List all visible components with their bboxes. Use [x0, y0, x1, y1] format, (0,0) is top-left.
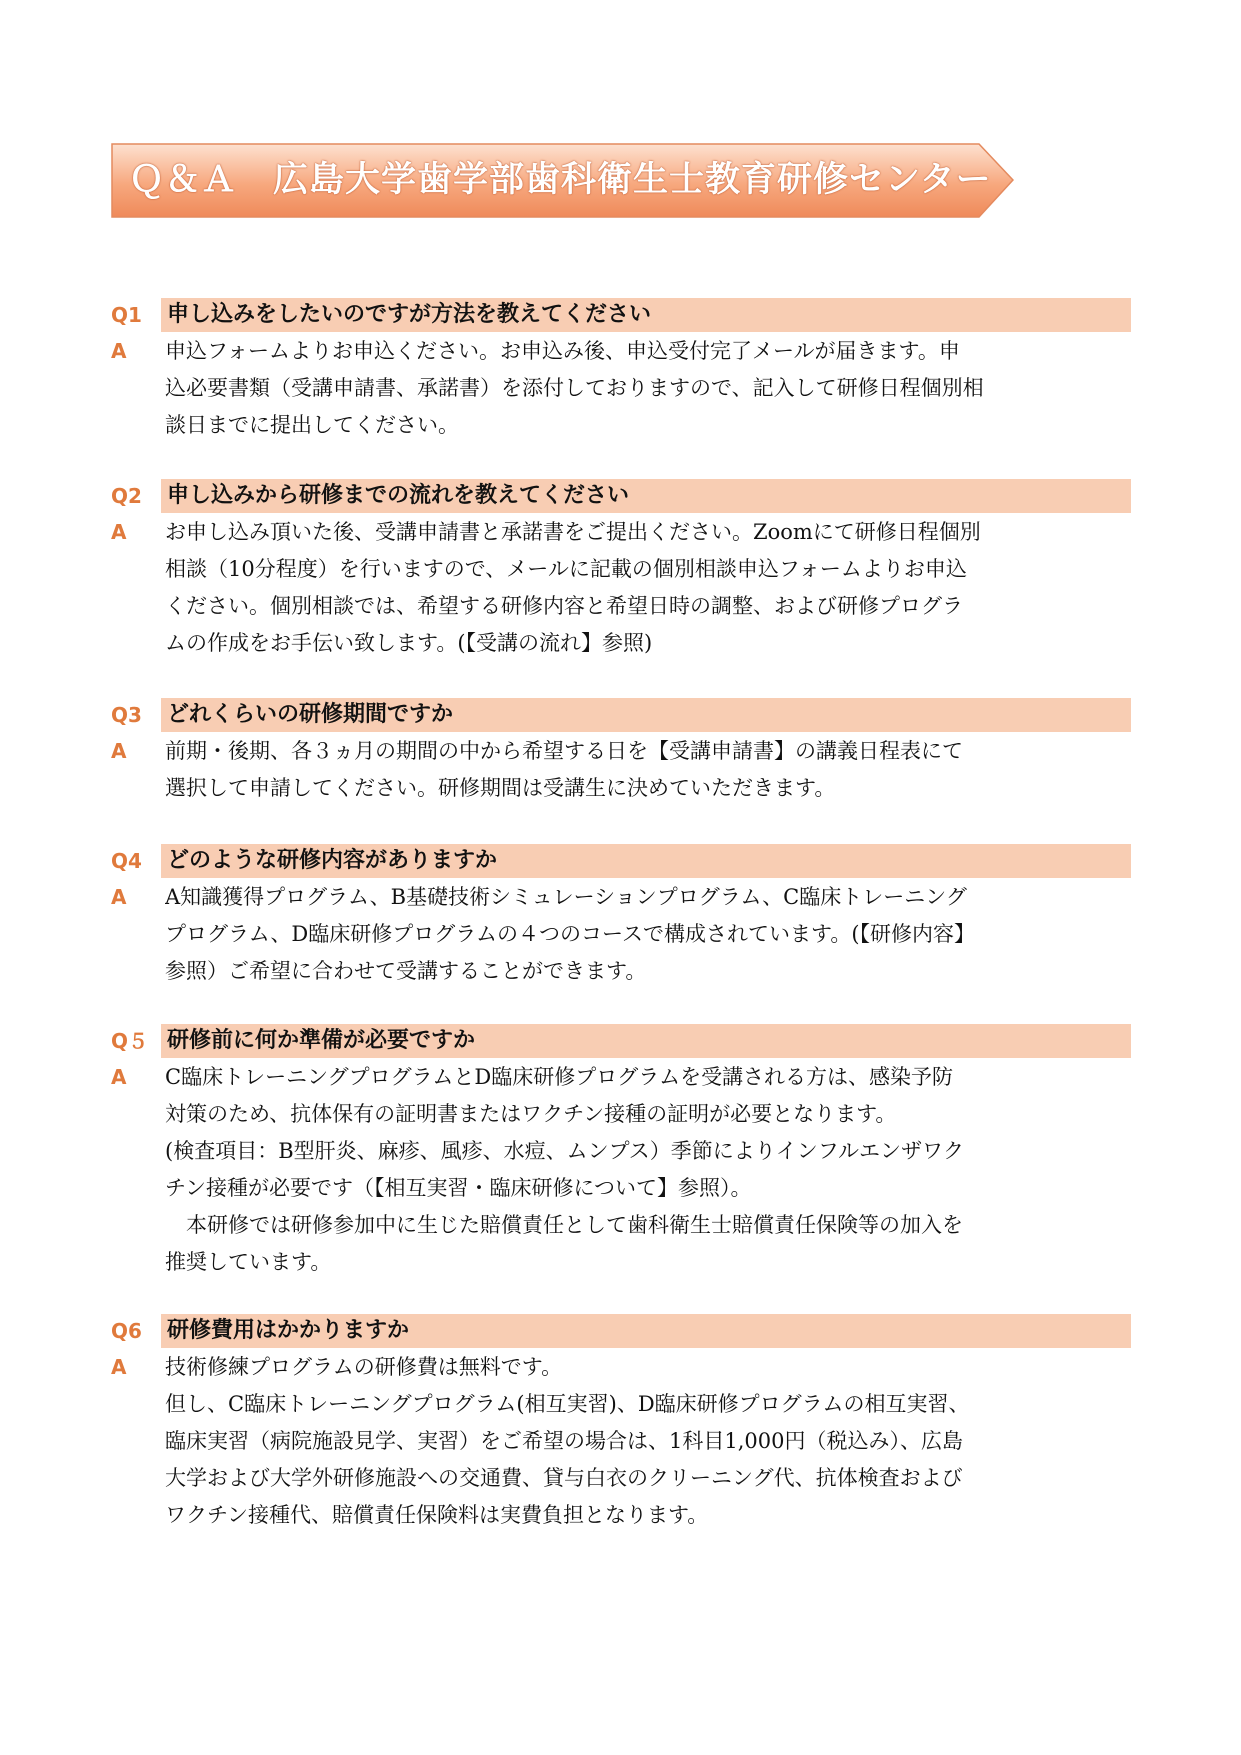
answer-label: A: [111, 885, 127, 909]
answer-line: A知識獲得プログラム、B基礎技術シミュレーションプログラム、C臨床トレーニング: [165, 885, 967, 909]
answer-line: 申込フォームよりお申込ください。お申込み後、申込受付完了メールが届きます。申: [165, 339, 960, 363]
question-label: Q1: [111, 303, 142, 327]
answer-line: 但し、C臨床トレーニングプログラム(相互実習)、D臨床研修プログラムの相互実習、: [165, 1392, 970, 1416]
question-label: Q2: [111, 484, 142, 508]
qa-item-6: [111, 1314, 1131, 1534]
qa-item-1: [111, 298, 1131, 444]
answer-label: A: [111, 339, 127, 363]
answer-line: チン接種が必要です（【相互実習・臨床研修について】参照）。: [165, 1176, 752, 1200]
answer-line: 選択して申請してください。研修期間は受講生に決めていただきます。: [165, 776, 836, 800]
answer-label: A: [111, 1355, 127, 1379]
qa-item-4: [111, 844, 1131, 990]
answer-text: [165, 879, 1131, 990]
answer-line: 大学および大学外研修施設への交通費、貸与白衣のクリーニング代、抗体検査および: [165, 1466, 963, 1490]
qa-item-2: [111, 479, 1131, 662]
answer-row: [111, 514, 1131, 662]
question-row: [111, 698, 1131, 732]
question-label: Q6: [111, 1319, 142, 1343]
question-text: 申し込みをしたいのですが方法を教えてください: [161, 298, 1131, 332]
answer-line: お申し込み頂いた後、受講申請書と承諾書をご提出ください。Zoomにて研修日程個別: [165, 520, 981, 544]
answer-text: [165, 1059, 1131, 1281]
page-title: Ｑ＆Ａ 広島大学歯学部歯科衛生士教育研修センター: [129, 160, 992, 200]
question-text: 研修前に何か準備が必要ですか: [161, 1024, 1131, 1058]
qa-item-3: [111, 698, 1131, 807]
answer-line: ワクチン接種代、賠償責任保険料は実費負担となります。: [165, 1503, 709, 1527]
answer-label: A: [111, 520, 127, 544]
header-banner: [111, 143, 1014, 218]
question-label: Q3: [111, 703, 142, 727]
answer-label: A: [111, 1065, 127, 1089]
answer-text: [165, 333, 1131, 444]
answer-row: [111, 333, 1131, 444]
answer-line: 対策のため、抗体保有の証明書またはワクチン接種の証明が必要となります。: [165, 1102, 897, 1126]
question-row: [111, 298, 1131, 332]
answer-text: [165, 733, 1131, 807]
question-text: どれくらいの研修期間ですか: [161, 698, 1131, 732]
question-text: どのような研修内容がありますか: [161, 844, 1131, 878]
answer-row: [111, 733, 1131, 807]
question-row: [111, 844, 1131, 878]
answer-label: A: [111, 739, 127, 763]
answer-text: [165, 514, 1131, 662]
answer-line: プログラム、D臨床研修プログラムの４つのコースで構成されています。(【研修内容】: [165, 922, 976, 946]
answer-line: ムの作成をお手伝い致します。(【受講の流れ】参照): [165, 631, 653, 655]
answer-line: 臨床実習（病院施設見学、実習）をご希望の場合は、1科目1,000円（税込み）、広島: [165, 1429, 963, 1453]
answer-line: 参照）ご希望に合わせて受講することができます。: [165, 959, 647, 983]
qa-item-5: [111, 1024, 1131, 1281]
question-text: 申し込みから研修までの流れを教えてください: [161, 479, 1131, 513]
answer-line: 談日までに提出してください。: [165, 413, 459, 437]
question-text: 研修費用はかかりますか: [161, 1314, 1131, 1348]
answer-line: (検査項目：B型肝炎、麻疹、風疹、水痘、ムンプス）季節によりインフルエンザワク: [165, 1139, 964, 1163]
answer-line: 前期・後期、各３ヵ月の期間の中から希望する日を【受講申請書】の講義日程表にて: [165, 739, 963, 763]
answer-line: 込必要書類（受講申請書、承諾書）を添付しておりますので、記入して研修日程個別相: [165, 376, 984, 400]
answer-line: 推奨しています。: [165, 1250, 332, 1274]
question-label: Q５: [111, 1029, 149, 1053]
question-row: [111, 1314, 1131, 1348]
answer-line: 相談（10分程度）を行いますので、メールに記載の個別相談申込フォームよりお申込: [165, 557, 967, 581]
answer-line: 技術修練プログラムの研修費は無料です。: [165, 1355, 563, 1379]
answer-line: ください。個別相談では、希望する研修内容と希望日時の調整、および研修プログラ: [165, 594, 963, 618]
answer-row: [111, 879, 1131, 990]
answer-line: 本研修では研修参加中に生じた賠償責任として歯科衛生士賠償責任保険等の加入を: [165, 1213, 963, 1237]
question-row: [111, 479, 1131, 513]
question-row: [111, 1024, 1131, 1058]
answer-line: C臨床トレーニングプログラムとD臨床研修プログラムを受講される方は、感染予防: [165, 1065, 954, 1089]
answer-row: [111, 1059, 1131, 1281]
question-label: Q4: [111, 849, 142, 873]
answer-text: [165, 1349, 1131, 1534]
answer-row: [111, 1349, 1131, 1534]
